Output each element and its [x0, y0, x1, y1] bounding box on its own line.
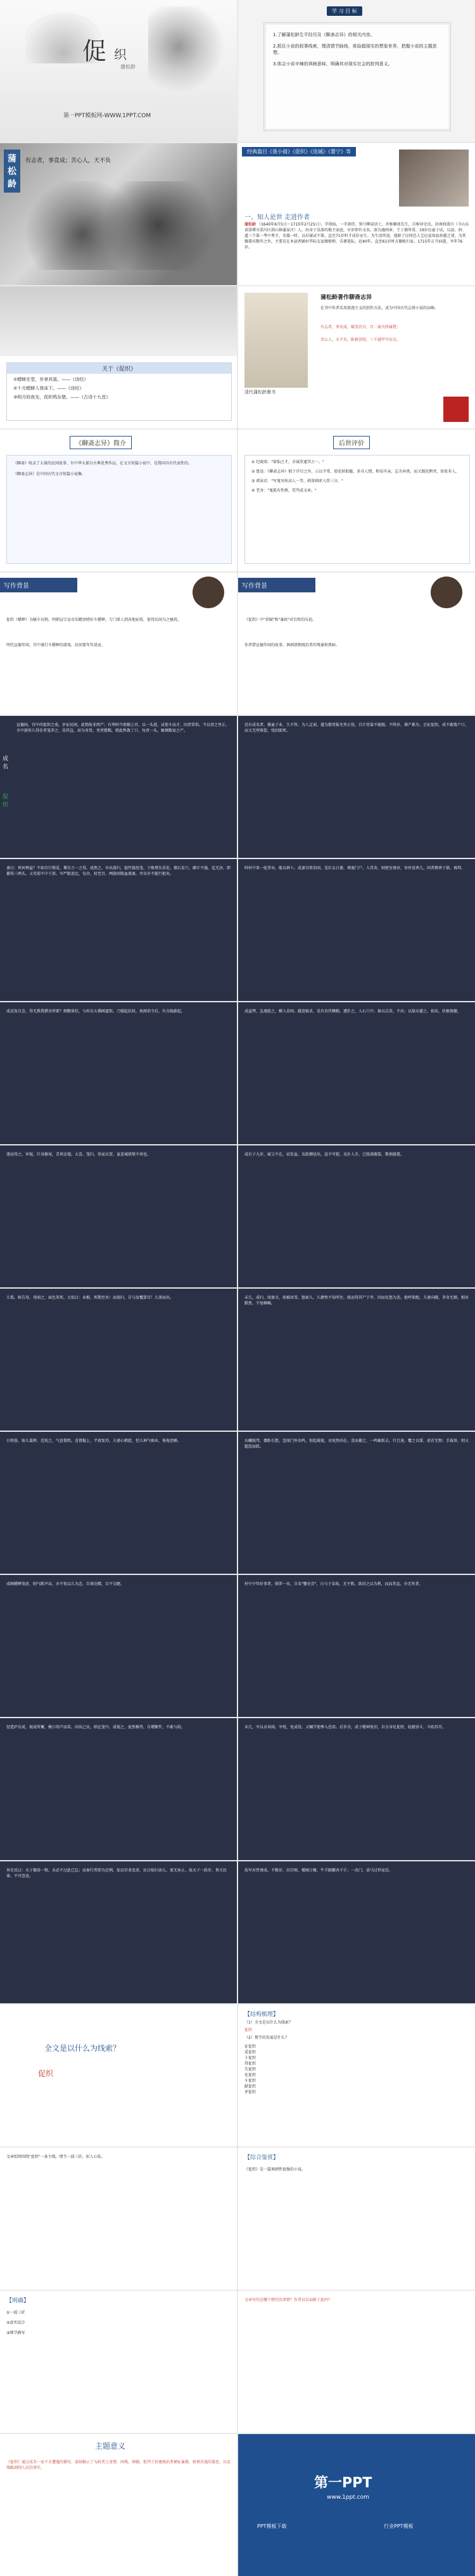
goals-item: 1.了解蒲松龄生平经历及《聊斋志异》的相关内容。: [273, 32, 375, 37]
calligraphy-caption: 清代蒲松龄墨书: [244, 390, 276, 395]
background2-title: 写作背景: [238, 578, 315, 592]
slide-author-art[interactable]: [0, 143, 237, 285]
slide-author-bio[interactable]: [238, 143, 475, 285]
cover-author: 蒲松龄: [120, 64, 136, 70]
themes-label: ①一波三折: [6, 2311, 25, 2315]
structure-list: [244, 2044, 469, 2095]
story-side-a: 成名: [3, 756, 9, 770]
critique-title: 后世评价: [333, 436, 370, 449]
story-text: 妻曰：死何裨益？不如自行搜觅，冀有万一之得。成然之。早出暮归，提竹筒丝笼，于败堵丛草处，探石发穴，靡计不施，迄无济。即捕得三两头，又劣弱不中于款。宰严限追比，旬余，杖至百，两股间脓血流离，并虫亦不能行捉矣。: [6, 866, 231, 876]
seal-icon: [443, 397, 469, 422]
slide-intro-liaozhai[interactable]: [0, 430, 237, 571]
critique-box: [244, 455, 470, 564]
slide-clue[interactable]: [0, 2005, 237, 2146]
bio-section: 一、知人论世 走进作者: [244, 214, 310, 221]
slide-story-15[interactable]: [0, 1718, 237, 1860]
about-box: [6, 362, 232, 421]
critique-item: ② 鲁迅：《聊斋志异》独于详尽之外，示以平常，使花妖狐魅，多具人情，和易可亲，忘为异类，而又偶见鹘突，知复非人。: [251, 469, 460, 474]
story-text: 东曦既驾，僵卧长愁。忽闻门外虫鸣，惊起觇视，虫宛然尚在。喜而捕之，一鸣辄跃去，行且速。覆之以掌，虚若无物；手裁举，则又超忽而跃。: [244, 1439, 469, 1449]
story-text: 未几，成归，闻妻言，如被冰雪。怒索儿，儿渺然不知所往。既而得其尸于井，因而化怒为悲，抢呼欲绝。夫妻向隅，茅舍无烟，相对默然，不复聊赖。: [244, 1296, 469, 1306]
structure-item: 得促织: [244, 2062, 256, 2066]
slide-story-18[interactable]: [238, 1861, 475, 2003]
story-text: 径造庐访成，视成所蓄，掩口胡卢而笑。因出己虫，纳比笼中。成视之，庞然修伟，自增惭怍，不敢与较。: [6, 1725, 186, 1730]
about-line: ③明月皎夜光，促织鸣东壁。——《古诗十九首》: [13, 395, 111, 400]
goals-item: 2.抓住小说的叙事线索，理清情节脉络，体验超现实的想象世界，把握小说的主题思想。: [273, 44, 437, 55]
structure-item: 失促织: [244, 2067, 256, 2072]
analysis1-title: 【综合鉴赏】: [244, 2155, 279, 2161]
calligraphy-line: 有志者，事竟成，破釜沉舟，百二秦关终属楚；: [320, 325, 401, 329]
analysis1-text: 文章始终围绕"促织"一条主线，情节一波三折，扣人心弦。: [6, 2155, 105, 2159]
bio-name: 蒲松龄: [244, 222, 256, 227]
slide-story-8[interactable]: [238, 1145, 475, 1287]
story-text: 儿惧，啼告母。母闻之，面色灰死，大惊曰：业根，死期至矣！而翁归，自与汝覆算耳！儿涕而出。: [6, 1296, 174, 1300]
slide-story-16[interactable]: [238, 1718, 475, 1860]
slide-story-1[interactable]: [0, 716, 237, 858]
slide-story-5[interactable]: [0, 1002, 237, 1144]
author-name: 蒲松龄: [4, 150, 20, 193]
note-text: 文章写的是哪个朝代的事情？作者仅仅局限于此吗？: [244, 2298, 332, 2302]
story-text: 逐而得之。审视，巨身修尾，青项金翅。大喜，笼归，举家庆贺，虽连城拱璧不啻也。: [6, 1152, 151, 1157]
structure-q1: （1）全文是以什么为线索？: [244, 2020, 293, 2025]
about-line: ①蟋蟀在堂，岁聿其莫。——《诗经》: [13, 377, 89, 382]
slide-story-9[interactable]: [0, 1289, 237, 1431]
slide-story-4[interactable]: [238, 859, 475, 1001]
goals-item: 3.体会小说辛辣的讽刺意味，明确其对现实社会的批判意义。: [273, 61, 393, 67]
story-text: 未几，宰以卓异闻。宰悦，免成役。又嘱学使俾入邑庠。后岁余，成子精神复旧，自言身化促织，轻捷善斗，今始苏耳。: [244, 1725, 446, 1730]
structure-item: 化促织: [244, 2073, 256, 2077]
story-text: 抚军亦厚赉成。不数岁，田百顷，楼阁万椽，牛羊蹄躈各千计；一出门，裘马过世家焉。: [244, 1868, 393, 1873]
structure-item: 献促织: [244, 2084, 256, 2089]
intro-box: [6, 455, 232, 564]
story-text: 村中少年好事者，驯养一虫，自名"蟹壳青"，日与子弟角，无不胜。欲居之以为利，而高其直，亦无售者。: [244, 1582, 423, 1586]
slide-story-12[interactable]: [238, 1432, 475, 1574]
goals-list: [273, 32, 444, 67]
about-title: 关于《促织》: [7, 363, 231, 374]
background2-para: 《促织》中"重赋"和"暴政"对百姓的压迫。: [244, 618, 317, 622]
story-side-b: 促织: [3, 794, 9, 808]
structure-item: 评促织: [244, 2090, 256, 2095]
structure-a1: 促织: [244, 2028, 253, 2032]
story-text: 邑有成名者，操童子业，久不售。为人迂讷，遂为猾胥报充里正役，百计营谋不能脱。不终岁，薄产累尽。会征促织，成不敢敛户口，而又无所赔偿，忧闷欲死。: [244, 723, 469, 733]
structure-q2: （2）情节的发展是什么？: [244, 2036, 289, 2040]
slide-background-2[interactable]: [238, 573, 475, 715]
background2-para: 作者借宣德年间的故事，讽刺清朝统治者的残暴和黑暗。: [244, 643, 340, 647]
slide-analysis-1[interactable]: [0, 2148, 237, 2290]
clue-answer: 促织: [38, 2069, 54, 2078]
critique-item: ① 纪晓岚："留仙之才，余诚莫逮其万一。": [251, 460, 324, 464]
slide-story-11[interactable]: [0, 1432, 237, 1574]
slide-story-3[interactable]: [0, 859, 237, 1001]
footer-left[interactable]: PPT模板下载: [257, 2523, 287, 2529]
clue-question: 全文是以什么为线索？: [44, 2044, 121, 2053]
story-text: 宣德间，宫中尚促织之戏，岁征民间。此物故非西产；有华阴令欲媚上官，以一头进，试使斗而才，因责常供。令以责之里正。市中游侠儿得佳者笼养之，昂其直，居为奇货。里胥猾黠，假此科敛丁口，每责一头，辄倾数家之产。: [16, 723, 230, 733]
cover-tree: [148, 6, 224, 108]
slide-cover[interactable]: [0, 0, 237, 142]
cover-logo-text: 第一PPT模板网-WWW.1PPT.COM: [63, 113, 151, 119]
story-text: 异史氏曰：天子偶用一物，未必不过此已忘；而奉行者即为定例。加以官贪吏虐，民日贴妇卖儿，更无休止。故天子一跬步，皆关民命，不可忽也。: [6, 1868, 227, 1878]
calligraphy-img: [244, 293, 308, 388]
footer-url: www.1ppt.com: [327, 2494, 369, 2501]
cover-title-char: 促: [82, 37, 107, 65]
story-text: 成反复自念，得无教我猎虫所耶？细瞻景状，与村东大佛阁逼似。乃强起扶杖，执图诣寺后，有古陵蔚起。: [6, 1009, 186, 1014]
background-jar: [193, 577, 224, 608]
cover-subtitle-char: 织: [114, 47, 127, 62]
bio-text: [244, 222, 469, 250]
slide-story-17[interactable]: [0, 1861, 237, 2003]
background-para: 明代宣德年间，宫中盛行斗蟋蟀的游戏，民间要年年进贡。: [6, 643, 106, 647]
slide-story-13[interactable]: [0, 1575, 237, 1717]
slide-story-2[interactable]: [238, 716, 475, 858]
critique-item: ③ 郭沫若："写鬼写妖高人一等，刺贪刺虐入骨三分。": [251, 479, 343, 483]
background-para: 促织（蟋蟀）为骚斗玩物，明朝宣宗皇帝朱瞻基嗜好斗蟋蟀，专门派人到各地征收，使得民间为之骚扰。: [6, 618, 182, 622]
slide-critique[interactable]: [238, 430, 475, 571]
bio-body: （1640年6月5日～1715年2月25日），字留仙，一字剑臣，别号柳泉居士，世称聊斋先生，自称异史氏。济南府淄川（今山东省淄博市淄川区洪山镇蒲家庄）人。出身于没落的地主家庭，早岁即有文名，深为施闰章、王士禛所重。19岁应童子试，以县、府、道三个第一考中秀才，名震一时。以后屡试不第，直至71岁时才成岁贡生。为生活所迫，他除了应同邑人宝应县知县孙蕙之请，为其做幕宾数年之外，主要是在本县西铺村毕际友家做塾师，舌耕笔耘，近40年，直至61岁时方撤帐归家。1715年正月病逝，享年76岁。: [244, 222, 469, 250]
structure-item: 卜促织: [244, 2056, 256, 2060]
background-title: 写作背景: [0, 578, 77, 592]
story-text: 时村中来一驼背巫，能以神卜。成妻具资诣问。见红女白婆，填塞门户。入其舍，则密室垂帘，帘外设香几。问者爇香于鼎，再拜。: [244, 866, 466, 870]
calligraphy-line: 在书中作者采用浪漫主义的创作方法，成为中国古代志怪小说的高峰。: [320, 306, 439, 310]
slide-story-6[interactable]: [238, 1002, 475, 1144]
author-quote: 有志者，事竟成；苦心人，天不负: [25, 158, 111, 164]
intro-item: 《聊斋》收录了大量的民间故事，有中华大部分古典优秀作品，在文言短篇小说中，是我国具有代表性的。: [13, 461, 193, 466]
critique-item: ④ 老舍："鬼狐有性格，笑骂成文章。": [251, 488, 317, 493]
slide-structure[interactable]: [238, 2005, 475, 2146]
goals-badge: 学 习 目 标: [327, 6, 362, 16]
intro-item: 《聊斋志异》是中国古代文言短篇小说集。: [13, 472, 86, 476]
about-art: [0, 286, 237, 356]
slide-background-1[interactable]: [0, 573, 237, 715]
story-text: 日将暮，取儿藁葬。近抚之，气息惙然。喜置榻上，半夜复苏。夫妻心稍慰，但儿神气痴木，奄奄思睡。: [6, 1439, 182, 1443]
themes-label: ③细节描写: [6, 2331, 25, 2335]
footer-logo: 第一PPT: [314, 2475, 372, 2491]
theme-title: 主题意义: [95, 2442, 126, 2451]
themes-title: 【明确】: [6, 2298, 30, 2304]
slide-story-7[interactable]: [0, 1145, 237, 1287]
theme-text: 《促织》通过成名一家不幸遭遇的描写，深刻揭示了为政者之贪婪、凶残、昏聩，批判了封建统治者横征暴敛、骄奢淫逸的罪恶，以及残酷剥削人民的事实。: [6, 2460, 231, 2470]
story-text: 成有子九岁，窥父不在，窃发盆。虫跃掷径出，迅不可捉。及扑入手，已股落腹裂，斯须就毙。: [244, 1152, 405, 1157]
slide-note[interactable]: [238, 2291, 475, 2433]
author-figures: [25, 181, 215, 270]
structure-item: 觅促织: [244, 2050, 256, 2055]
calligraphy-line: 苦心人，天不负，卧薪尝胆，三千越甲可吞吴。: [320, 338, 401, 342]
slide-calligraphy[interactable]: [238, 286, 475, 428]
story-text: 成益愕，急逐趁之，蟆入草间。蹑迹披求，见有虫伏棘根。遽扑之，入石穴中。掭以尖草，不出；以筒水灌之，始出，状极俊健。: [244, 1009, 462, 1014]
slide-story-14[interactable]: [238, 1575, 475, 1717]
slide-themes[interactable]: [0, 2291, 237, 2433]
slide-about[interactable]: [0, 286, 237, 428]
slide-theme-meaning[interactable]: [0, 2434, 237, 2576]
intro-title: 《聊斋志异》简介: [70, 436, 132, 449]
slide-goals[interactable]: [238, 0, 475, 142]
bio-portrait: [399, 150, 469, 207]
footer-right[interactable]: 行业PPT模板: [384, 2523, 414, 2529]
structure-item: 征促织: [244, 2044, 256, 2049]
story-text: 成顾蟋蟀笼虚，则气断声吞，亦不复以儿为念，自昏达曙，目不交睫。: [6, 1582, 125, 1586]
analysis2-text: 《促织》是一篇讽刺性很强的小说。: [244, 2167, 306, 2172]
bio-header: 经典篇目《聂小倩》《促织》《连城》《婴宁》等: [242, 147, 356, 156]
about-line: ②十月蟋蟀入我床下。——《诗经》: [13, 386, 84, 391]
calligraphy-title: 蒲松龄著作聊斋志异: [320, 295, 372, 301]
slide-story-10[interactable]: [238, 1289, 475, 1431]
structure-item: 斗促织: [244, 2079, 256, 2083]
slide-analysis-2[interactable]: [238, 2148, 475, 2290]
slide-footer[interactable]: [238, 2434, 475, 2576]
background2-jar: [431, 577, 462, 608]
themes-label: ②虚实结合: [6, 2321, 25, 2325]
structure-heading: 【结构梳理】: [244, 2012, 279, 2018]
